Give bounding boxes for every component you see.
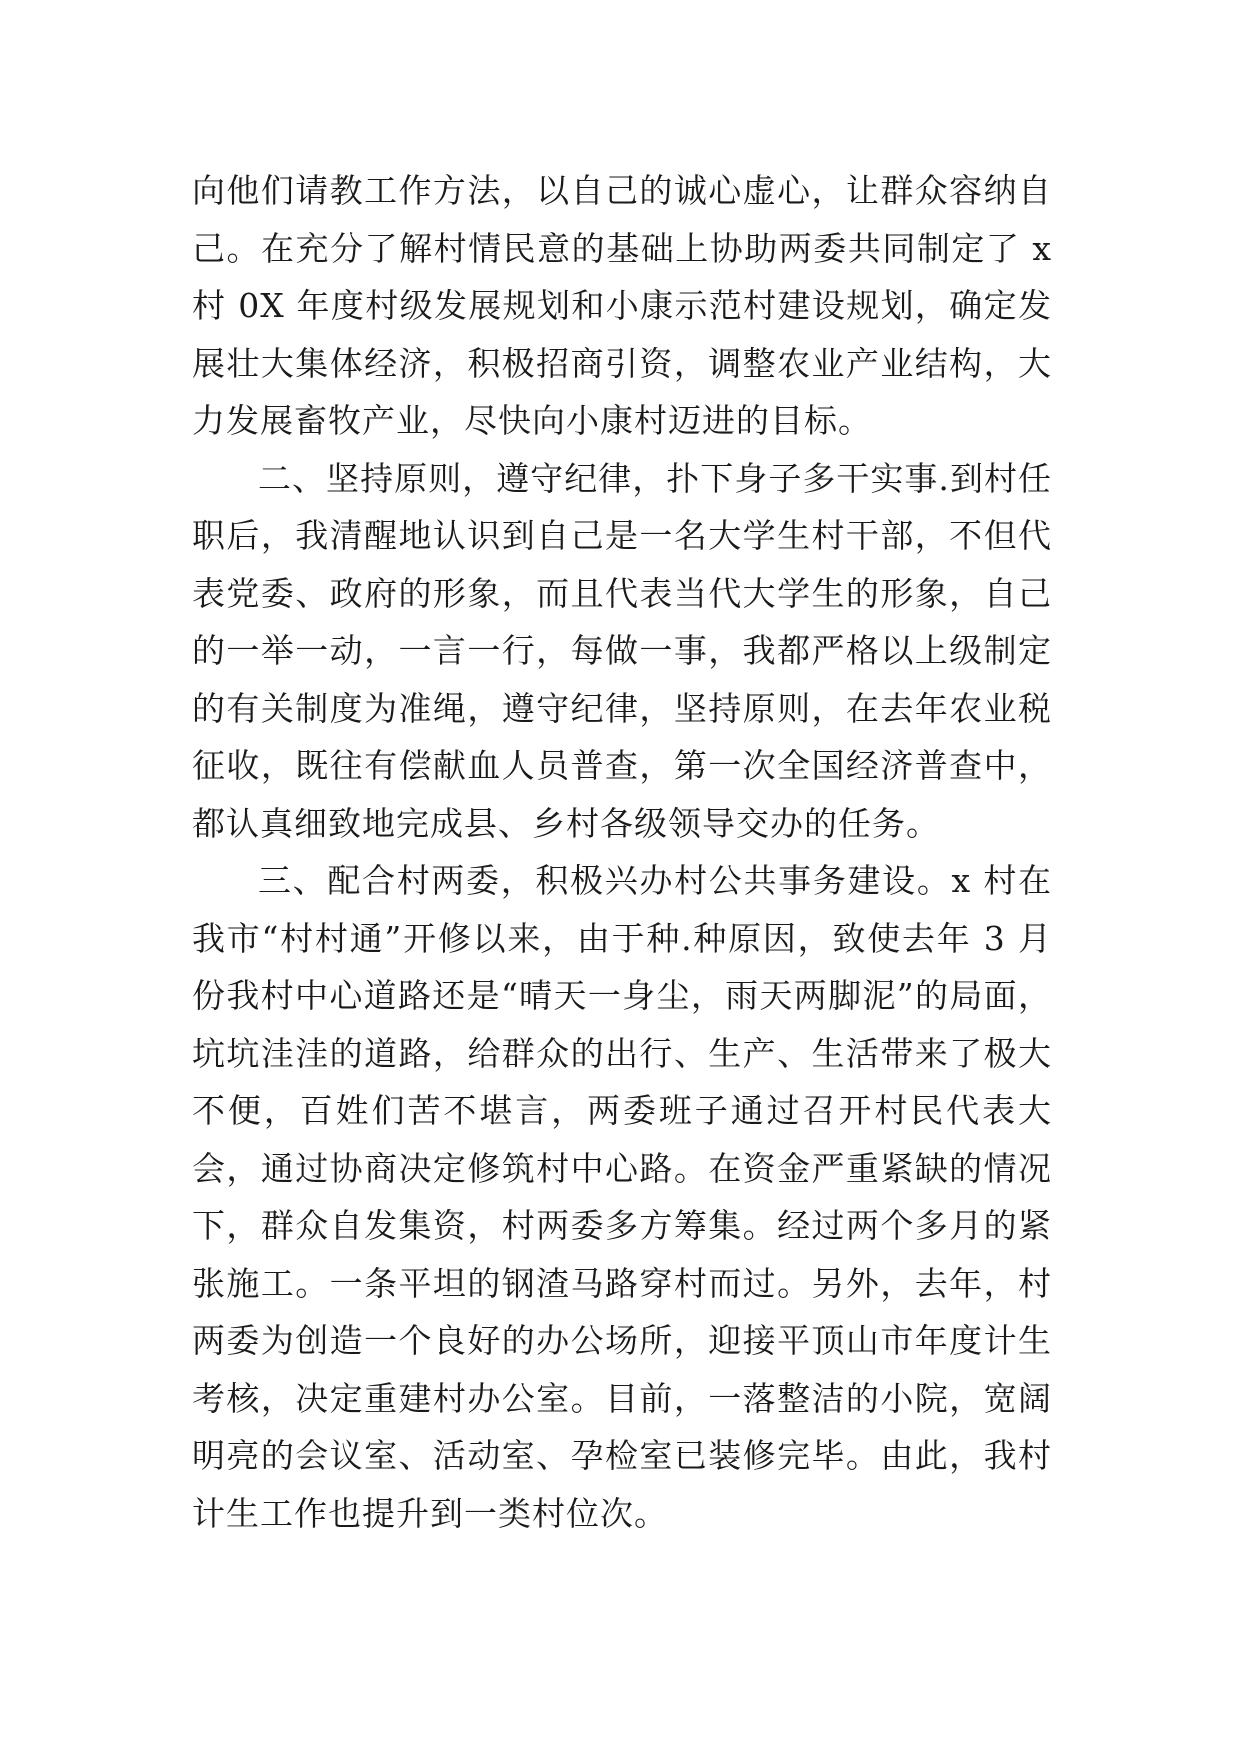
paragraph-section-two: 二、坚持原则，遵守纪律，扑下身子多干实事.到村任职后，我清醒地认识到自己是一名大学生村干部，不但代表党委、政府的形象，而且代表当代大学生的形象，自己的一举一动，一言一行，每做一事，我都严格以上级制定的有关制度为准绳，遵守纪律，坚持原则，在去年农业税征收，既往有偿献血人员普查，第一次全国经济普查中，都认真细致地完成县、乡村各级领导交办的任务。 [192,458,1052,843]
document-body [192,162,1052,1542]
paragraph-continuation: 向他们请教工作方法，以自己的诚心虚心，让群众容纳自己。在充分了解村情民意的基础上协助两委共同制定了 x 村 0X 年度村级发展规划和小康示范村建设规划，确定发展壮大集体经济，积极招商引资，调整农业产业结构，大力发展畜牧产业，尽快向小康村迈进的目标。 [192,171,1052,440]
paragraph-section-three: 三、配合村两委，积极兴办村公共事务建设。x 村在我市“村村通”开修以来，由于种.种原因，致使去年 3 月份我村中心道路还是“晴天一身尘，雨天两脚泥”的局面，坑坑洼洼的道路，给群众的出行、生产、生活带来了极大不便，百姓们苦不堪言，两委班子通过召开村民代表大会，通过协商决定修筑村中心路。在资金严重紧缺的情况下，群众自发集资，村两委多方筹集。经过两个多月的紧张施工。一条平坦的钢渣马路穿村而过。另外，去年，村两委为创造一个良好的办公场所，迎接平顶山市年度计生考核，决定重建村办公室。目前，一落整洁的小院，宽阔明亮的会议室、活动室、孕检室已装修完毕。由此，我村计生工作也提升到一类村位次。 [192,861,1052,1533]
